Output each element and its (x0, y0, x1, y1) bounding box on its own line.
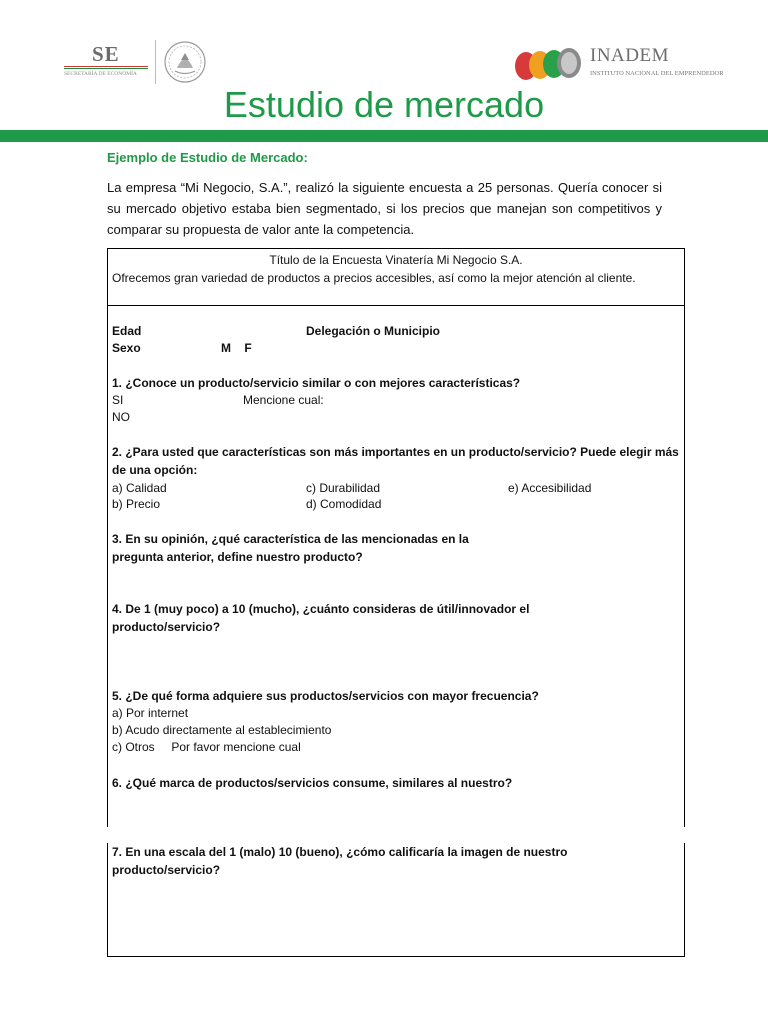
q2-question-line1: 2. ¿Para usted que características son más importantes en un producto/servicio? Puede elegir más (112, 445, 679, 459)
se-logo-divider (155, 40, 156, 84)
survey-title: Título de la Encuesta Vinatería Mi Negocio S.A. (269, 253, 523, 267)
q2-option-b: b) Precio (112, 497, 161, 511)
sex-options: M F (221, 341, 252, 355)
q5-option-b: b) Acudo directamente al establecimiento (112, 723, 332, 737)
q1-no: NO (112, 410, 130, 424)
intro-paragraph: La empresa “Mi Negocio, S.A.”, realizó la siguiente encuesta a 25 personas. Quería conocer si su mercado objetivo estaba bien segmentado, si los precios que manejan son competitivos y comparar su propuesta de valor ante la competencia. (107, 180, 662, 237)
header-divider (0, 130, 768, 142)
q4-question-line2: producto/servicio? (112, 620, 221, 634)
district-label: Delegación o Municipio (306, 324, 441, 338)
q5-option-c: c) Otros Por favor mencione cual (112, 740, 301, 754)
q1-mention: Mencione cual: (243, 393, 324, 407)
q3-question-line1: 3. En su opinión, ¿qué característica de las mencionadas en la (112, 532, 469, 546)
q5-question: 5. ¿De qué forma adquiere sus productos/servicios con mayor frecuencia? (112, 689, 539, 703)
page-break-gap-right (684, 827, 688, 843)
survey-tagline: Ofrecemos gran variedad de productos a precios accesibles, así como la mejor atención al cliente. (112, 271, 636, 285)
age-label: Edad (112, 324, 142, 338)
se-logo-red-rule (64, 66, 148, 67)
inadem-logo-subtitle: INSTITUTO NACIONAL DEL EMPRENDEDOR (590, 70, 724, 77)
q4-question-line1: 4. De 1 (muy poco) a 10 (mucho), ¿cuánto consideras de útil/innovador el (112, 602, 530, 616)
section-subtitle: Ejemplo de Estudio de Mercado: (107, 150, 308, 165)
q2-option-a: a) Calidad (112, 481, 167, 495)
q1-yes: SI (112, 393, 124, 407)
q2-question-line2: de una opción: (112, 463, 198, 477)
inadem-logo (512, 44, 727, 84)
se-logo (62, 40, 212, 84)
inadem-logo-text: INADEM (590, 45, 669, 66)
se-logo-green-rule (64, 68, 148, 69)
survey-title-row (108, 249, 684, 306)
survey-form (107, 248, 685, 957)
q6-question: 6. ¿Qué marca de productos/servicios consume, similares al nuestro? (112, 776, 513, 790)
se-logo-text: SE (92, 42, 120, 66)
q2-option-d: d) Comodidad (306, 497, 382, 511)
se-logo-subtitle: SECRETARÍA DE ECONOMÍA (64, 71, 137, 77)
q3-question-line2: pregunta anterior, define nuestro producto? (112, 550, 363, 564)
q5-option-a: a) Por internet (112, 706, 189, 720)
q7-question-line1: 7. En una escala del 1 (malo) 10 (bueno), ¿cómo calificaría la imagen de nuestro (112, 845, 568, 859)
mexico-seal-icon (163, 40, 207, 84)
page-title: Estudio de mercado (223, 84, 545, 125)
q2-option-e: e) Accesibilidad (508, 481, 592, 495)
q1-question: 1. ¿Conoce un producto/servicio similar o con mejores características? (112, 376, 521, 390)
q2-option-c: c) Durabilidad (306, 481, 381, 495)
sex-label: Sexo (112, 341, 141, 355)
q7-question-line2: producto/servicio? (112, 863, 221, 877)
inadem-circles-icon (512, 44, 588, 84)
page-break-gap-left (104, 827, 110, 843)
